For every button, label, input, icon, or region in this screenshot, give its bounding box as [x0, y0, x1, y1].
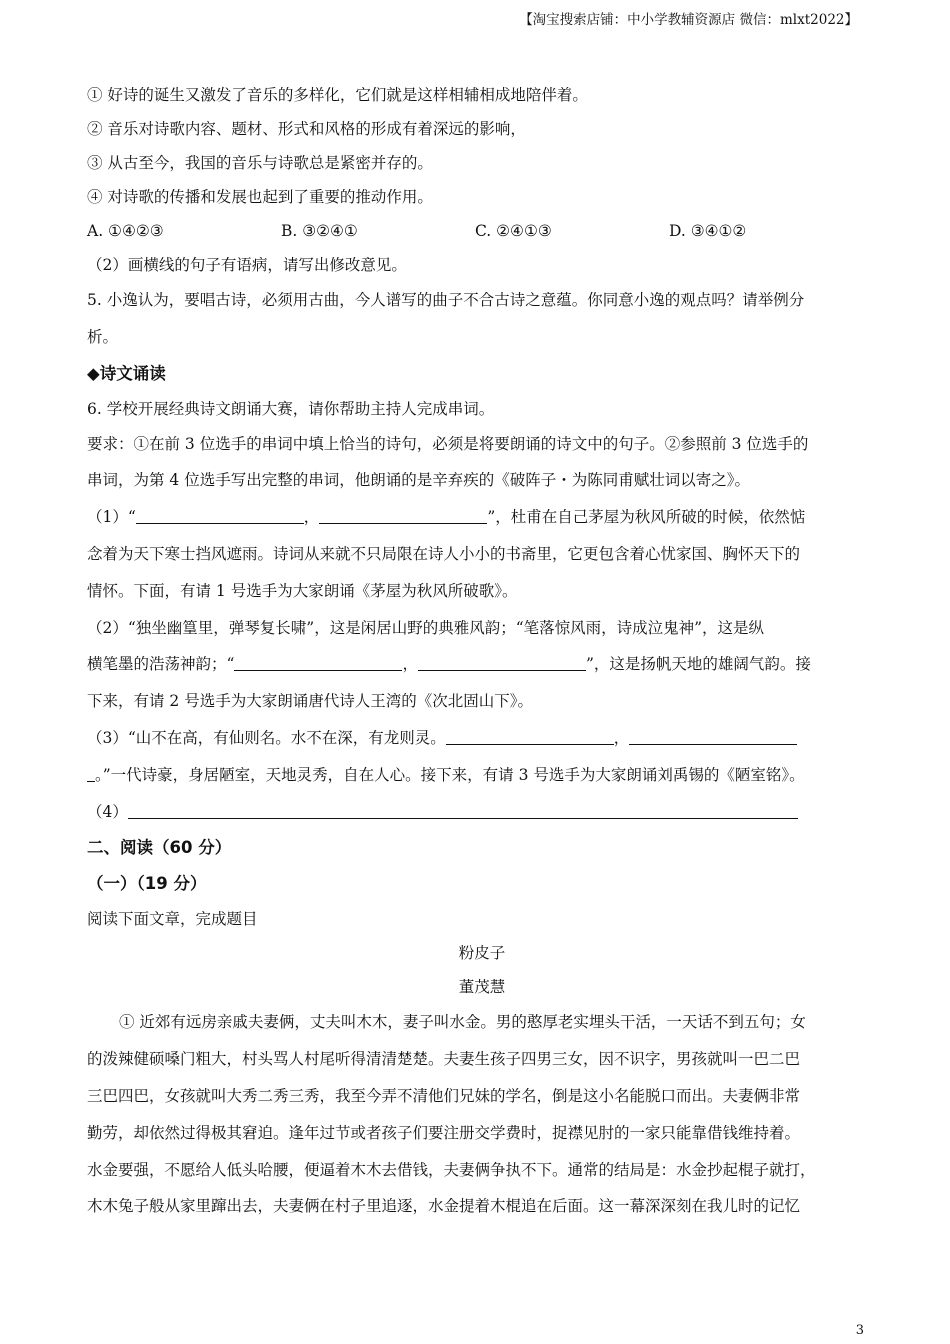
text: 横笔墨的浩荡神韵；“: [87, 655, 235, 674]
sub-question-1-line: 念着为天下寒士挡风遮雨。诗词从来就不只局限在诗人小小的书斋里，它更包含着心忧家国、胸怀天下的: [87, 544, 801, 563]
text: ”，杜甫在自己茅屋为秋风所破的时候，依然惦: [487, 508, 806, 527]
article-paragraph-line: ① 近郊有远房亲戚夫妻俩，丈夫叫木木，妻子叫水金。男的憨厚老实埋头干活，一天话不到五句；女: [119, 1013, 806, 1032]
section-heading-poetry: ◆诗文诵读: [87, 363, 166, 383]
sentence-item: ④ 对诗歌的传播和发展也起到了重要的推动作用。: [87, 188, 433, 206]
answer-options: [87, 214, 877, 248]
sub-question-4: [87, 794, 877, 831]
question-6-intro: 6. 学校开展经典诗文朗诵大赛，请你帮助主持人完成串词。: [87, 399, 495, 418]
answer-blank[interactable]: [446, 726, 614, 745]
answer-blank[interactable]: [136, 505, 304, 524]
article-paragraph-line: 水金要强，不愿给人低头哈腰，便逼着木木去借钱，夫妻俩争执不下。通常的结局是：水金抄起棍子就打，: [87, 1160, 816, 1179]
option-a: A. ①④②③: [87, 222, 164, 240]
article-paragraph-line: 三巴四巴，女孩就叫大秀二秀三秀，我至今弄不清他们兄妹的学名，倒是这小名能脱口而出。夫妻俩非常: [87, 1086, 801, 1105]
answer-blank[interactable]: [418, 652, 586, 671]
answer-blank[interactable]: [128, 800, 798, 819]
answer-blank[interactable]: [234, 652, 402, 671]
text: ，: [402, 655, 418, 674]
question-6-requirement: 串词，为第 4 位选手写出完整的串词，他朗诵的是辛弃疾的《破阵子・为陈同甫赋壮词以寄之》。: [87, 471, 750, 490]
article-title: 粉皮子: [458, 944, 506, 963]
sub-question-2: （2）“独坐幽篁里，弹琴复长啸”，这是闲居山野的典雅风韵；“笔落惊风雨，诗成泣鬼神”，这是纵: [87, 618, 765, 637]
text: ，: [303, 508, 320, 527]
page-body: [87, 78, 877, 1225]
answer-blank[interactable]: [319, 505, 487, 524]
article-paragraph-line: 的泼辣健硕嗓门粗大，村头骂人村尾听得清清楚楚。夫妻生孩子四男三女，因不识字，男孩就叫一巴二巴: [87, 1050, 801, 1069]
sub-question-3-line: [87, 757, 877, 794]
answer-blank[interactable]: [87, 763, 95, 782]
sub-question-3: [87, 720, 877, 757]
option-b: B. ③②④①: [281, 222, 358, 240]
question-5-line: 5. 小逸认为，要唱古诗，必须用古曲，今人谱写的曲子不合古诗之意蕴。你同意小逸的观点吗？请举例分: [87, 291, 805, 309]
question-6-requirement: 要求：①在前 3 位选手的串词中填上恰当的诗句，必须是将要朗诵的诗文中的句子。②参照前 3 位选手的: [87, 434, 809, 453]
subsection-heading: （一）（19 分）: [87, 874, 207, 894]
sub-question-2-line: [87, 646, 877, 683]
question-4-2: （2）画横线的句子有语病，请写出修改意见。: [87, 256, 407, 274]
option-d: D. ③④①②: [669, 222, 747, 240]
sub-question-1: [87, 499, 877, 536]
text: ”，这是扬帆天地的雄阔气韵。接: [585, 655, 811, 674]
option-c: C. ②④①③: [475, 222, 552, 240]
page-header: 【淘宝搜索店铺：中小学教辅资源店 微信：mlxt2022】: [519, 12, 858, 28]
sentence-item: ① 好诗的诞生又激发了音乐的多样化，它们就是这样相辅相成地陪伴着。: [87, 86, 588, 104]
article-paragraph-line: 木木兔子般从家里蹿出去，夫妻俩在村子里追逐，水金提着木棍追在后面。这一幕深深刻在我儿时的记忆: [87, 1197, 801, 1216]
answer-blank[interactable]: [629, 726, 797, 745]
sub-question-2-line: 下来，有请 2 号选手为大家朗诵唐代诗人王湾的《次北固山下》。: [87, 692, 533, 711]
sentence-item: ③ 从古至今，我国的音乐与诗歌总是紧密并存的。: [87, 154, 433, 172]
text: 。”一代诗豪，身居陋室，天地灵秀，自在人心。接下来，有请 3 号选手为大家朗诵刘禹锡的《陋室铭》。: [95, 765, 805, 784]
text: （3）“山不在高，有仙则名。水不在深，有龙则灵。: [87, 728, 446, 747]
article-author: 董茂慧: [458, 978, 506, 997]
sentence-item: ② 音乐对诗歌内容、题材、形式和风格的形成有着深远的影响，: [87, 120, 526, 138]
text: （1）“: [87, 508, 136, 527]
article-paragraph-line: 勤劳，却依然过得极其窘迫。逢年过节或者孩子们要注册交学费时，捉襟见肘的一家只能靠借钱维持着。: [87, 1123, 801, 1142]
section-heading-reading: 二、阅读（60 分）: [87, 838, 232, 858]
text: （4）: [87, 802, 128, 821]
text: ，: [613, 728, 630, 747]
page-number: 3: [855, 1323, 864, 1338]
question-5-line: 析。: [87, 327, 119, 346]
reading-instruction: 阅读下面文章，完成题目: [87, 910, 258, 929]
sub-question-1-line: 情怀。下面，有请 1 号选手为大家朗诵《茅屋为秋风所破歌》。: [87, 581, 518, 600]
